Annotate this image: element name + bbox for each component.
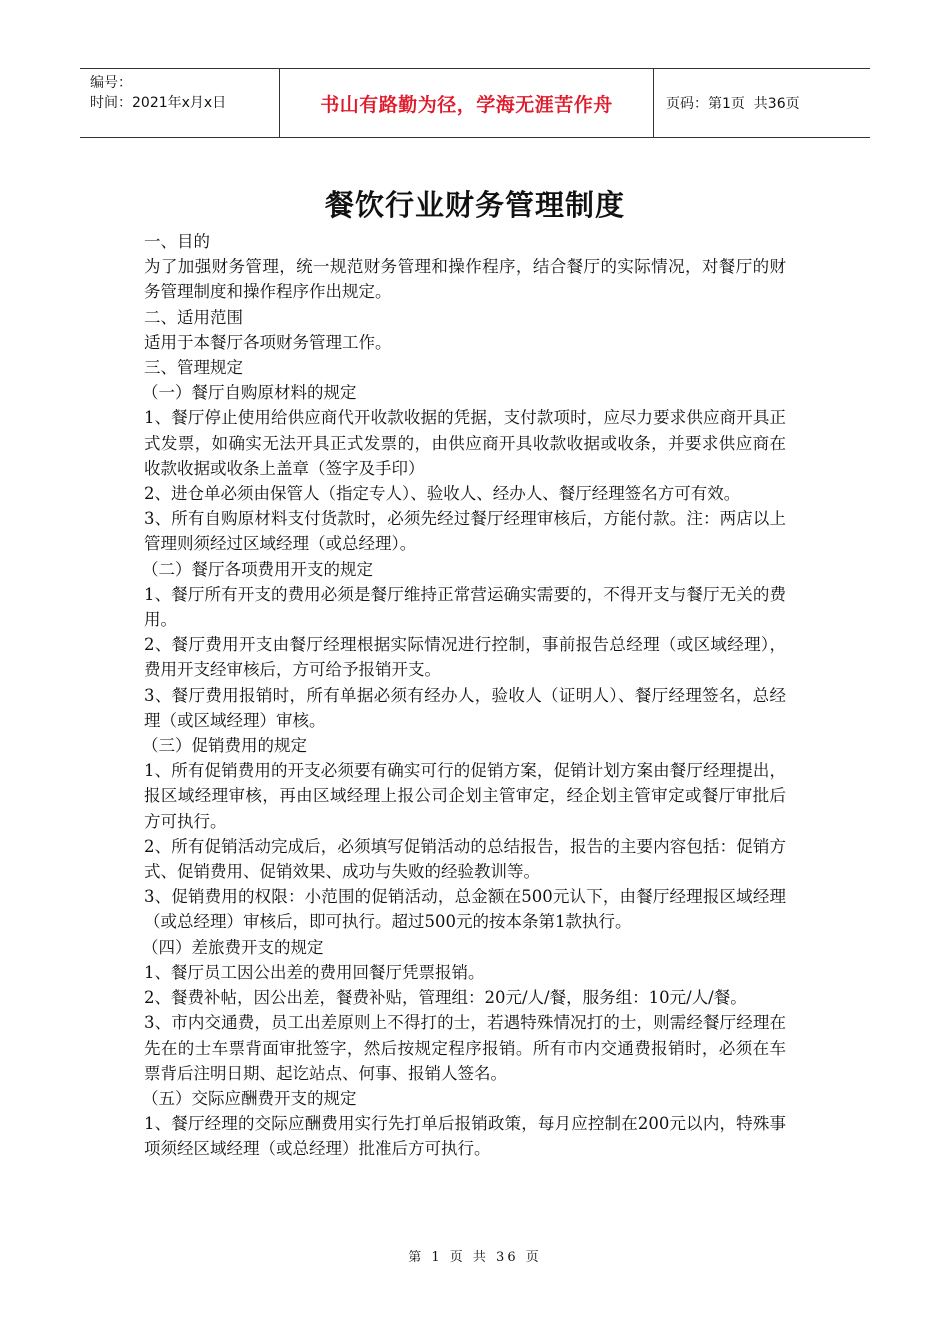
document-title: 餐饮行业财务管理制度 <box>324 188 625 222</box>
subsection-heading: （四）差旅费开支的规定 <box>142 937 324 957</box>
header-motto: 书山有路勤为径，学海无涯苦作舟 <box>320 93 613 116</box>
paragraph: 3、市内交通费，员工出差原则上不得打的士，若遇特殊情况打的士，则需经餐厅经理在先在的士车票背面审批签字，然后按规定程序报销。所有市内交通费报销时，必须在车票背后注明日期、起讫站点、何事、报销人签名。 <box>144 1013 786 1083</box>
paragraph: 2、进仓单必须由保管人（指定专人）、验收人、经办人、餐厅经理签名方可有效。 <box>144 484 741 504</box>
section-heading: 一、目的 <box>144 232 210 251</box>
paragraph: 适用于本餐厅各项财务管理工作。 <box>144 332 392 352</box>
paragraph: 1、餐厅员工因公出差的费用回餐厅凭票报销。 <box>144 962 485 982</box>
subsection-heading: （三）促销费用的规定 <box>142 736 307 756</box>
paragraph: 1、餐厅停止使用给供应商代开收款收据的凭据，支付款项时，应尽力要求供应商开具正式发票，如确实无法开具正式发票的，由供应商开具收款收据或收条，并要求供应商在收款收据或收条上盖章（签字及手印） <box>144 408 786 478</box>
paragraph: 3、促销费用的权限：小范围的促销活动，总金额在500元认下，由餐厅经理报区域经理（或总经理）审核后，即可执行。超过500元的按本条第1款执行。 <box>144 887 786 932</box>
paragraph: 3、餐厅费用报销时，所有单据必须有经办人，验收人（证明人）、餐厅经理签名，总经理（或区域经理）审核。 <box>144 685 786 730</box>
paragraph: 3、所有自购原材料支付货款时，必须先经过餐厅经理审核后，方能付款。注：两店以上管理则须经过区域经理（或总经理）。 <box>144 509 786 554</box>
paragraph: 2、餐费补帖，因公出差，餐费补贴，管理组：20元/人/餐，服务组：10元/人/餐。 <box>144 988 747 1008</box>
page-header <box>80 68 870 138</box>
subsection-heading: （一）餐厅自购原材料的规定 <box>142 383 357 403</box>
header-meta <box>80 69 280 137</box>
date-label: 时间：2021年x月x日 <box>90 95 227 111</box>
serial-number-label: 编号： <box>90 75 132 91</box>
paragraph: 2、餐厅费用开支由餐厅经理根据实际情况进行控制，事前报告总经理（或区域经理），费用开支经审核后，方可给予报销开支。 <box>144 635 786 680</box>
paragraph: 为了加强财务管理，统一规范财务管理和操作程序，结合餐厅的实际情况，对餐厅的财务管理制度和操作程序作出规定。 <box>144 257 786 302</box>
subsection-heading: （五）交际应酬费开支的规定 <box>142 1088 357 1108</box>
header-motto-cell <box>280 69 654 137</box>
section-heading: 二、适用范围 <box>144 307 243 327</box>
paragraph: 1、餐厅所有开支的费用必须是餐厅维持正常营运确实需要的，不得开支与餐厅无关的费用。 <box>144 584 786 630</box>
section-heading: 三、管理规定 <box>144 358 243 378</box>
page-footer: 第 1 页 共 36 页 <box>408 1250 542 1265</box>
header-page-code: 页码：第1页 共36页 <box>666 96 800 112</box>
paragraph: 1、餐厅经理的交际应酬费用实行先打单后报销政策，每月应控制在200元以内，特殊事项须经区域经理（或总经理）批准后方可执行。 <box>144 1114 786 1159</box>
subsection-heading: （二）餐厅各项费用开支的规定 <box>142 559 373 579</box>
paragraph: 1、所有促销费用的开支必须要有确实可行的促销方案，促销计划方案由餐厅经理提出，报区域经理审核，再由区域经理上报公司企划主管审定，经企划主管审定或餐厅审批后方可执行。 <box>144 761 786 831</box>
document-body <box>144 229 786 1162</box>
paragraph: 2、所有促销活动完成后，必须填写促销活动的总结报告，报告的主要内容包括：促销方式、促销费用、促销效果、成功与失败的经验教训等。 <box>144 836 786 882</box>
